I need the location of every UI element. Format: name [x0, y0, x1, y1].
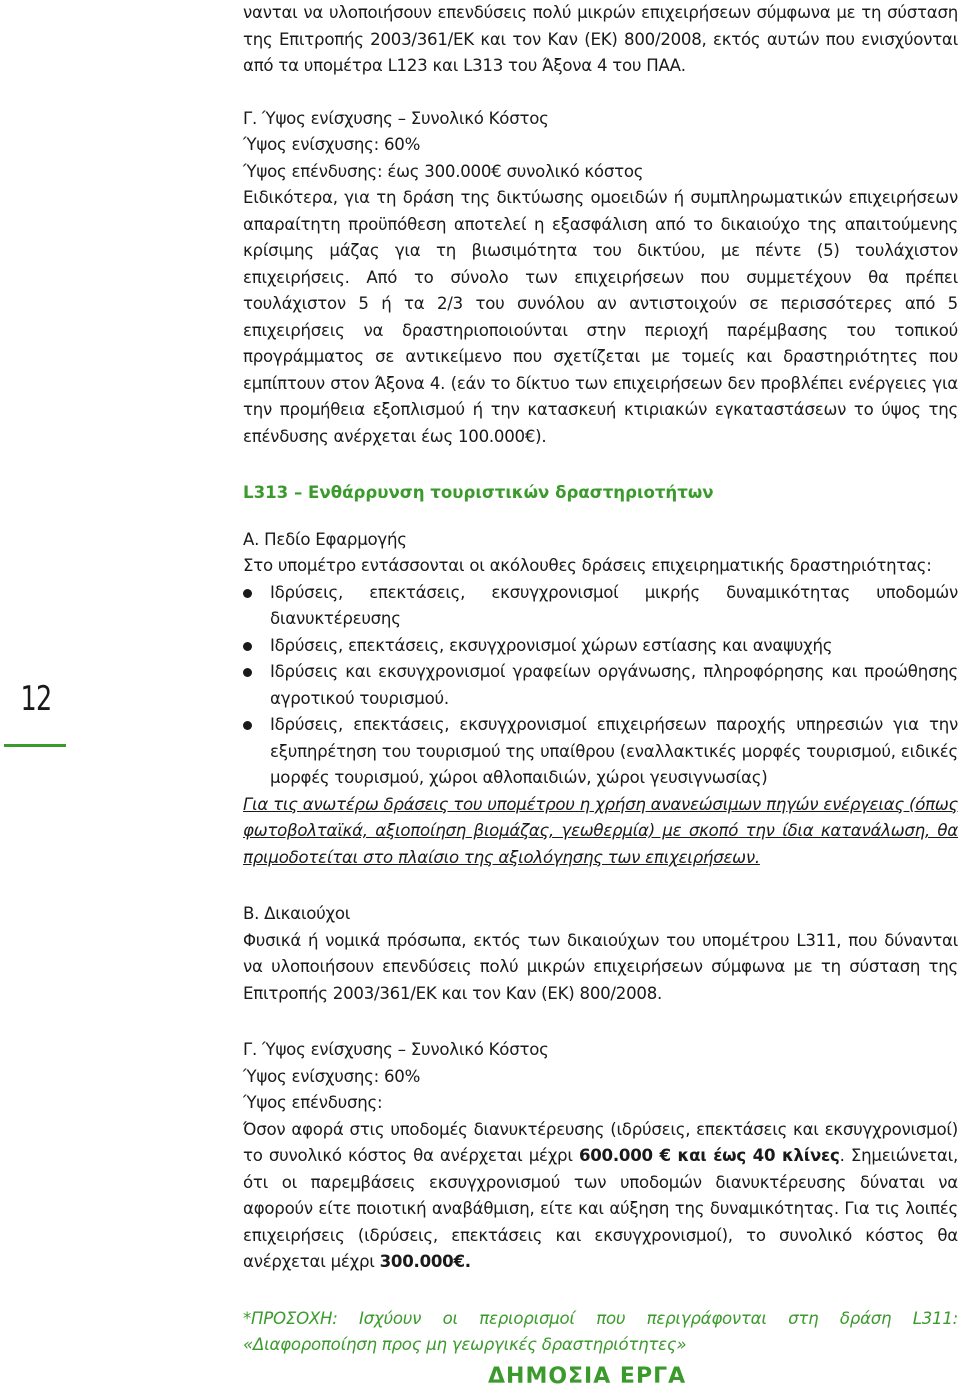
section-g1-heading: Γ. Ύψος ενίσχυσης – Συνολικό Κόστος: [243, 108, 549, 128]
section-g2-heading: Γ. Ύψος ενίσχυσης – Συνολικό Κόστος: [243, 1040, 549, 1059]
list-item-text: Ιδρύσεις, επεκτάσεις, εκσυγχρονισμοί επιχειρήσεων παροχής υπηρεσιών για την εξυπηρέτηση του τουρισμού της υπαίθρου (εναλλακτικές μορφές τουρισμού, ειδικές μορφές τουρισμού, χώροι αθλοπαιδιών, χώροι γευσιγνωσίας): [270, 715, 958, 787]
document-body: [243, 0, 958, 1359]
paragraph-text: . Σημειώνεται, ότι οι παρεμβάσεις εκσυγχρονισμού των υποδομών διανυκτέρευσης δύναται να αφορούν είτε ποιοτική αναβάθμιση, είτε και αύξηση της δυναμικότητας. Για τις λοιπές επιχειρήσεις (ιδρύσεις, επεκτάσεις και εκσυγχρονισμοί), το συνολικό κόστος θα ανέρχεται μέχρι: [243, 1146, 958, 1271]
actions-list: [243, 580, 958, 792]
max-cost-beds: 600.000 € και έως 40 κλίνες: [578, 1146, 840, 1165]
section-a-intro: Στο υπομέτρο εντάσσονται οι ακόλουθες δράσεις επιχειρηματικής δραστηριότητας:: [243, 556, 932, 575]
warning-note: *ΠΡΟΣΟΧΗ: Ισχύουν οι περιορισμοί που περιγράφονται στη δράση L311: «Διαφοροποίηση προς μη γεωργικές δραστηριότητες»: [243, 1308, 958, 1354]
section-b-heading: Β. Δικαιούχοι: [243, 904, 351, 923]
renewable-energy-note: Για τις ανωτέρω δράσεις του υπομέτρου η χρήση ανανεώσιμων πηγών ενέργειας (όπως φωτοβολταϊκά, αξιοποίηση βιομάζας, γεωθερμία) με σκοπό την ίδια κατανάλωση, θα πριμοδοτείται στο πλαίσιο της αξιολόγησης των επιχειρήσεων.: [243, 794, 958, 867]
paragraph-text: Όσον αφορά στις υποδομές διανυκτέρευσης (ιδρύσεις, επεκτάσεις και εκσυγχρονισμοί) το συνολικό κόστος θα ανέρχεται μέχρι: [243, 1119, 958, 1165]
list-item-text: Ιδρύσεις και εκσυγχρονισμοί γραφείων οργάνωσης, πληροφόρησης και προώθησης αγροτικού τουρισμού.: [270, 662, 958, 708]
section-a-heading: Α. Πεδίο Εφαρμογής: [243, 529, 407, 549]
bullet-icon: [243, 668, 252, 677]
page-number: 12: [20, 679, 52, 719]
section-g1-paragraph: Ειδικότερα, για τη δράση της δικτύωσης ομοειδών ή συμπληρωματικών επιχειρήσεων απαραίτητη προϋπόθεση αποτελεί η εξασφάλιση από το δικαιούχο της απαιτούμενης κρίσιμης μάζας για τη βιωσιμότητα του δικτύου, με πέντε (5) τουλάχιστον επιχειρήσεις. Από το σύνολο των επιχειρήσεων που συμμετέχουν θα πρέπει τουλάχιστον 5 ή τα 2/3 του συνόλου αν αντιστοιχούν σε περισσότερες από 5 επιχειρήσεις να δραστηριοποιούνται στην περιοχή παρέμβασης του τοπικού προγράμματος σε αντικείμενο που σχετίζεται με τομείς και δραστηριότητες που εμπίπτουν στον Άξονα 4. (εάν το δίκτυο των επιχειρήσεων δεν προβλέπει ενέργειες για την προμήθεια εξοπλισμού ή την κατασκευή κτιριακών εγκαταστάσεων το ύψος της επένδυσης ανέρχεται έως 100.000€).: [243, 188, 958, 446]
list-item: [243, 712, 958, 792]
section-g2-investment-line: Ύψος επένδυσης:: [243, 1093, 383, 1112]
section-b-paragraph: Φυσικά ή νομικά πρόσωπα, εκτός των δικαιούχων του υπομέτρου L311, που δύνανται να υλοποιήσουν επενδύσεις πολύ μικρών επιχειρήσεων σύμφωνα με τη σύσταση της Επιτροπής 2003/361/ΕΚ και τον Καν (ΕΚ) 800/2008.: [243, 930, 958, 1003]
list-item: [243, 633, 958, 660]
list-item-text: Ιδρύσεις, επεκτάσεις, εκσυγχρονισμοί χώρων εστίασης και αναψυχής: [270, 635, 833, 655]
bullet-icon: [243, 721, 252, 730]
section-g2-paragraph: [243, 1117, 958, 1276]
page-number-rule: [4, 744, 66, 747]
continuation-paragraph: νανται να υλοποιήσουν επενδύσεις πολύ μικρών επιχειρήσεων σύμφωνα με τη σύσταση της Επιτροπής 2003/361/ΕΚ και τον Καν (ΕΚ) 800/2008, εκτός αυτών που ενισχύονται από τα υπομέτρα L123 και L313 του Άξονα 4 του ΠΑΑ.: [243, 3, 958, 75]
list-item: [243, 580, 958, 633]
section-g2-aid-line: Ύψος ενίσχυσης: 60%: [243, 1066, 421, 1086]
footer-title: ΔΗΜΟΣΙΑ ΕΡΓΑ: [488, 1364, 687, 1389]
measure-heading: L313 – Ενθάρρυνση τουριστικών δραστηριοτήτων: [243, 483, 714, 502]
list-item: [243, 659, 958, 712]
max-cost-other: 300.000€.: [379, 1252, 471, 1271]
bullet-icon: [243, 589, 252, 598]
list-item-text: Ιδρύσεις, επεκτάσεις, εκσυγχρονισμοί μικρής δυναμικότητας υποδομών διανυκτέρευσης: [270, 582, 958, 628]
section-g1-investment-line: Ύψος επένδυσης: έως 300.000€ συνολικό κόστος: [243, 161, 644, 181]
section-g1-aid-line: Ύψος ενίσχυσης: 60%: [243, 135, 421, 154]
bullet-icon: [243, 642, 252, 651]
